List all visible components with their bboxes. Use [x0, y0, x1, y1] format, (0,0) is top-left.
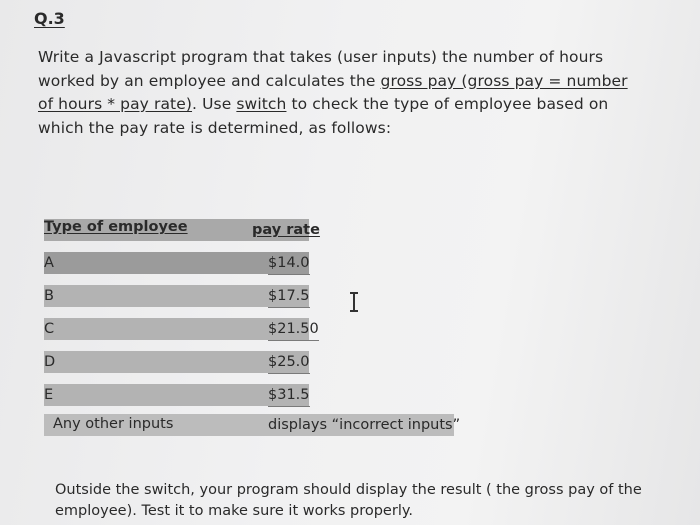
gross-pay-formula: gross pay (gross pay = number of hours * pay rate): [38, 71, 628, 113]
employee-type-other: Any other inputs: [53, 416, 174, 432]
question-text-part-1: Write a Javascript program that takes (user inputs) the number of hours worked by an employee and calculates the: [38, 48, 604, 90]
text-cursor-icon: [347, 291, 361, 313]
pay-rate-e: $31.5: [268, 384, 310, 407]
employee-type-a: A: [44, 255, 54, 271]
employee-type-b: B: [44, 288, 54, 304]
pay-rate-other: displays “incorrect inputs”: [268, 417, 461, 433]
header-type-of-employee: Type of employee: [44, 219, 188, 235]
pay-rate-c: $21.50: [268, 318, 319, 341]
employee-type-d: D: [44, 354, 56, 370]
pay-rate-a: $14.0: [268, 252, 310, 275]
question-text-part-2: . Use: [192, 95, 237, 113]
employee-type-e: E: [44, 387, 54, 403]
footer-instructions: Outside the switch, your program should display the result ( the gross pay of the employee). Test it to make sure it works properly.: [55, 482, 642, 519]
pay-rate-b: $17.5: [268, 285, 310, 308]
employee-type-c: C: [44, 321, 55, 337]
question-text: [38, 46, 638, 140]
header-pay-rate: pay rate: [252, 222, 320, 238]
pay-rate-d: $25.0: [268, 351, 310, 374]
question-number: Q.3: [34, 9, 65, 28]
question-text-part-3: to check the type of employee based on which the pay rate is determined, as follows:: [38, 95, 609, 137]
switch-keyword: switch: [236, 95, 287, 113]
